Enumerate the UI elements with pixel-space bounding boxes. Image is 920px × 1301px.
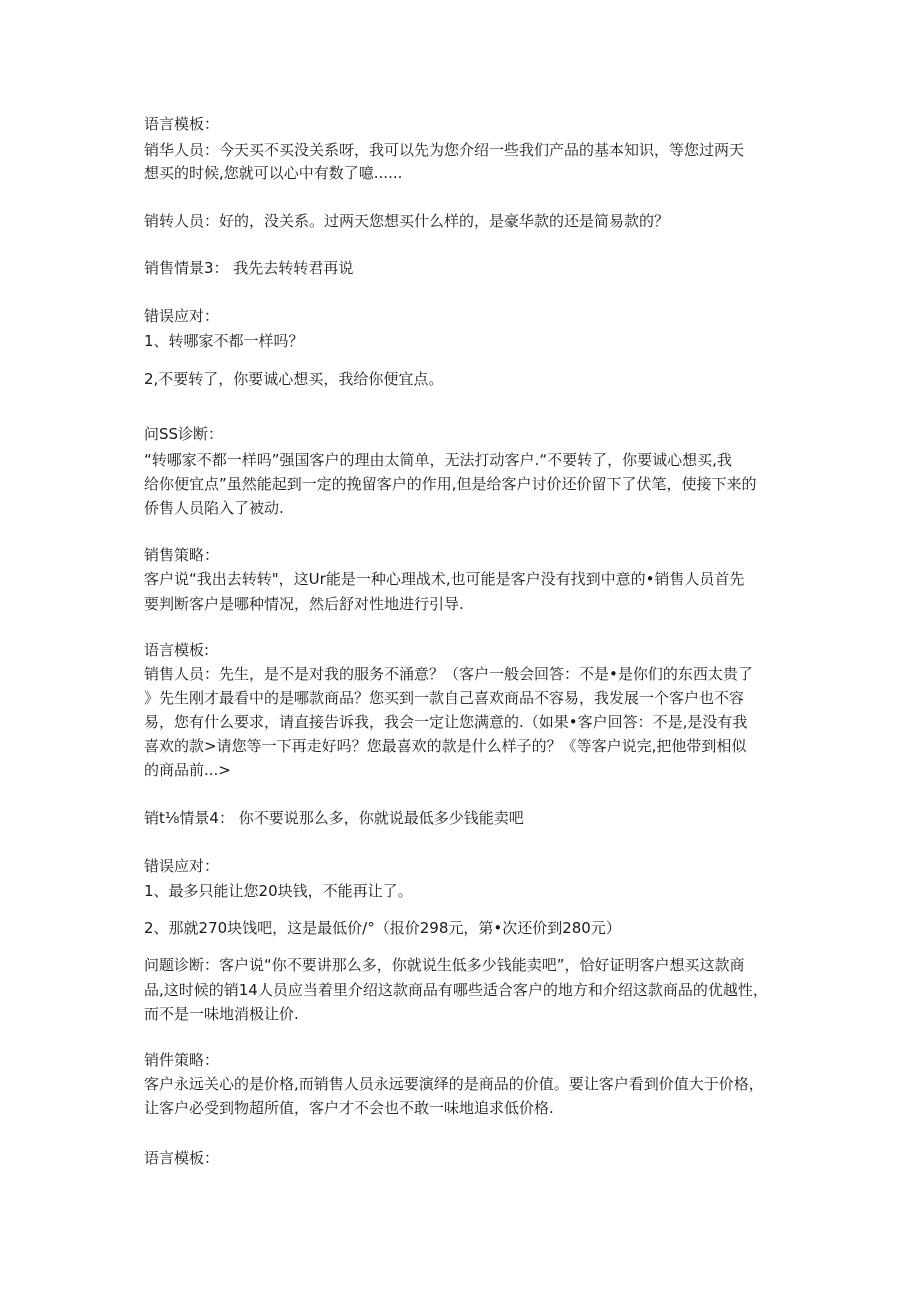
paragraph-line: 客户说“我出去转转"，这Ur能是一种心理战术,也可能是客户没有找到中意的•销售人员首先 (144, 570, 745, 588)
paragraph-line: 要判断客户是哪种情况，然后舒对性地进行引导. (144, 595, 464, 613)
paragraph-line: 销华人员：今天买不买没关系呀，我可以先为您介绍一些我们产品的基本知识，等您过两天 (144, 141, 745, 159)
paragraph-line: 的商品前...> (144, 761, 231, 779)
heading-language-template-3: 语言模板： (144, 1149, 220, 1167)
list-item: 2,不要转了，你要诚心想买，我给你便宜点。 (144, 370, 444, 388)
paragraph-line: 销转人员：好的，没关系。过两天您想买什么样的，是豪华款的还是简易款的？ (144, 212, 670, 230)
heading-wrong-response-1: 错误应对： (144, 307, 220, 325)
paragraph-line: 而不是一味地消极让价. (144, 1005, 299, 1023)
paragraph-line: 》先生刚才最看中的是哪款商品？您买到一款自己喜欢商品不容易，我发展一个客户也不容 (144, 689, 745, 707)
heading-wrong-response-2: 错误应对： (144, 857, 220, 875)
heading-scenario-3: 销售情景3： 我先去转转君再说 (144, 259, 354, 277)
heading-scenario-4: 销t⅛情景4： 你不要说那么多，你就说最低多少钱能卖吧 (144, 809, 524, 827)
list-item: 2、那就270块饯吧，这是最低价/°（报价298元，第•次还价到280元） (144, 919, 621, 937)
heading-diagnosis-1: 问SS诊断： (144, 425, 224, 443)
paragraph-line: 喜欢的款>请您等一下再走好吗？您最喜欢的款是什么样子的？《等客户说完,把他带到相似 (144, 737, 747, 755)
paragraph-line: “转哪家不都一样吗”强国客户的理由太简单，无法打动客户.“不要转了，你要诚心想买,我 (144, 451, 732, 469)
heading-strategy-1: 销售策略： (144, 546, 220, 564)
paragraph-line: 客户永远关心的是价格,而销售人员永远要演绎的是商品的价值。要让客户看到价值大于价格， (144, 1075, 764, 1093)
paragraph-line: 让客户必受到物超所值，客户才不会也不敢一味地追求低价格. (144, 1099, 554, 1117)
list-item: 1、转哪家不都一样吗？ (144, 332, 304, 350)
paragraph-line: 问题诊断：客户说“你不要讲那么多，你就说生低多少钱能卖吧”，恰好证明客户想买这款商 (144, 956, 745, 974)
heading-strategy-2: 销件策略： (144, 1051, 220, 1069)
heading-language-template-1: 语言模板： (144, 115, 220, 133)
paragraph-line: 品,这时候的销14人员应当着里介绍这款商品有哪些适合客户的地方和介绍这款商品的优越性， (144, 981, 768, 999)
paragraph-line: 想买的时候,您就可以心中有数了噫...... (144, 164, 403, 182)
paragraph-line: 销售人员：先生，是不是对我的服务不涌意？（客户一般会回答：不是•是你们的东西太贵了 (144, 665, 753, 683)
list-item: 1、最多只能让您20块钱，不能再让了。 (144, 882, 413, 900)
paragraph-line: 易，您有什么要求，请直接告诉我，我会一定让您满意的.（如果•客户回答：不是,是没有我 (144, 713, 748, 731)
paragraph-line: 给你便宜点”虽然能起到一定的挽留客户的作用,但是给客户讨价还价留下了伏笔，使接下来的 (144, 475, 757, 493)
heading-language-template-2: 语言模板: (144, 641, 210, 659)
paragraph-line: 侨售人员陷入了被动. (144, 499, 284, 517)
